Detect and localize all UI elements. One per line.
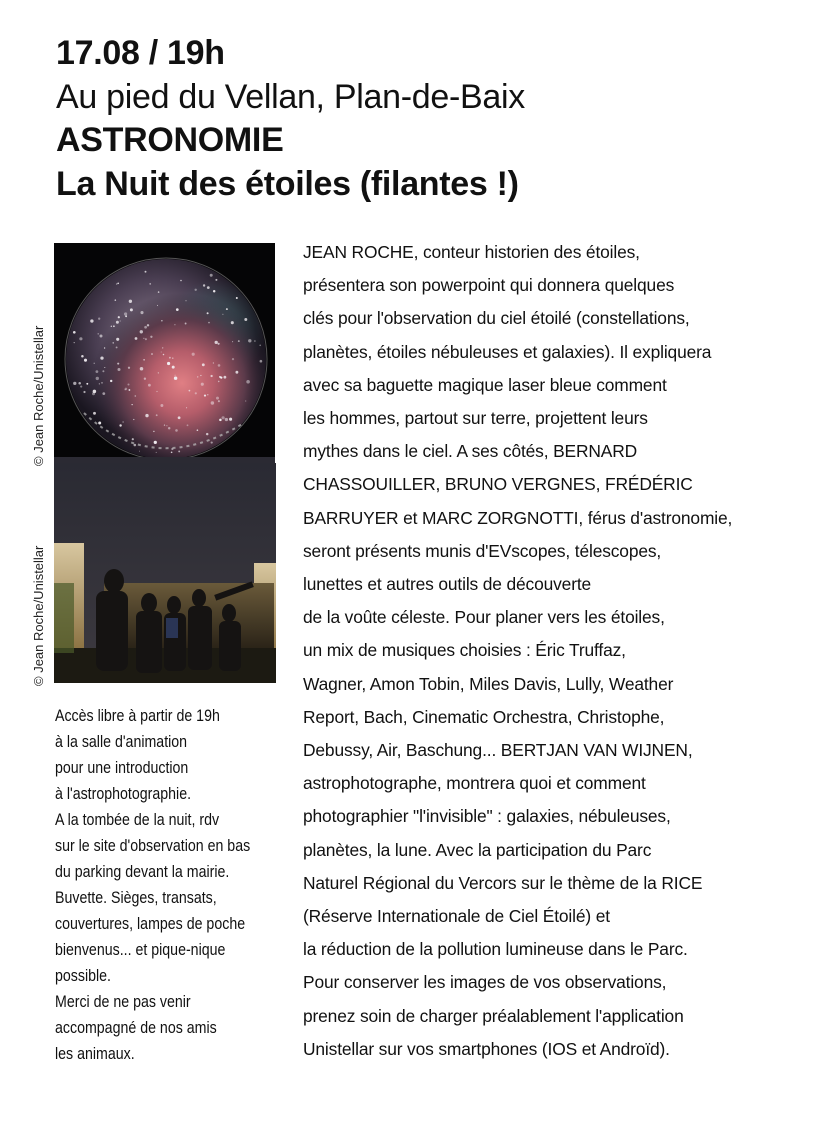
star-dot	[74, 342, 75, 343]
star-dot	[144, 378, 146, 380]
star-dot	[176, 308, 179, 311]
star-dot	[213, 290, 215, 292]
star-dot	[98, 318, 100, 320]
star-dot	[158, 291, 160, 293]
star-dot	[145, 338, 147, 340]
practical-info-line: à la salle d'animation	[55, 733, 188, 751]
star-dot	[135, 337, 138, 340]
star-dot	[133, 419, 134, 420]
star-dot	[229, 418, 232, 421]
observers-image	[54, 463, 276, 683]
star-dot	[113, 342, 114, 343]
star-dot	[156, 391, 157, 392]
star-dot	[117, 368, 120, 371]
description-line: Debussy, Air, Baschung... BERTJAN VAN WIJNEN,	[303, 740, 693, 761]
star-dot	[117, 283, 119, 285]
practical-info-line: à l'astrophotographie.	[55, 785, 192, 803]
star-dot	[162, 347, 163, 348]
star-dot	[79, 337, 82, 340]
star-dot	[200, 375, 201, 376]
star-dot	[132, 438, 134, 440]
event-location: Au pied du Vellan, Plan-de-Baix	[56, 77, 525, 116]
nebula-image	[54, 243, 275, 463]
star-dot	[232, 341, 233, 342]
practical-info-line: accompagné de nos amis	[55, 1019, 217, 1037]
star-dot	[125, 315, 127, 317]
star-dot	[130, 308, 133, 311]
star-dot	[118, 316, 120, 318]
star-dot	[125, 388, 128, 391]
star-dot	[185, 300, 186, 301]
star-dot	[140, 367, 144, 371]
star-dot	[207, 312, 209, 314]
star-dot	[211, 401, 214, 404]
star-dot	[102, 392, 105, 395]
description-line: seront présents munis d'EVscopes, télescopes,	[303, 540, 662, 561]
star-dot	[145, 271, 147, 273]
description-line: Unistellar sur vos smartphones (IOS et Androïd).	[303, 1038, 670, 1059]
description-line: les hommes, partout sur terre, projettent leurs	[303, 408, 648, 429]
description-line: de la voûte céleste. Pour planer vers les étoiles,	[303, 607, 665, 628]
star-dot	[158, 372, 159, 373]
description-line: CHASSOUILLER, BRUNO VERGNES, FRÉDÉRIC	[303, 474, 693, 495]
star-dot	[197, 429, 199, 431]
star-dot	[189, 390, 191, 392]
description-line: Wagner, Amon Tobin, Miles Davis, Lully, Weather	[303, 673, 674, 694]
description-line: présentera son powerpoint qui donnera quelques	[303, 275, 675, 296]
star-dot	[197, 376, 198, 377]
description-line: un mix de musiques choisies : Éric Truffaz,	[303, 640, 626, 661]
star-dot	[149, 283, 151, 285]
star-dot	[185, 323, 187, 325]
description-line: JEAN ROCHE, conteur historien des étoiles,	[303, 242, 640, 262]
star-dot	[207, 286, 210, 289]
star-dot	[140, 330, 143, 333]
star-dot	[260, 360, 263, 363]
star-dot	[215, 341, 218, 344]
practical-info-line: du parking devant la mairie.	[55, 863, 230, 881]
star-dot	[148, 384, 151, 387]
star-dot	[225, 418, 228, 421]
photo-credit-1: © Jean Roche/Unistellar	[31, 325, 46, 466]
star-dot	[178, 416, 181, 419]
description-line: Pour conserver les images de vos observations,	[303, 972, 667, 993]
star-dot	[84, 359, 87, 362]
star-dot	[172, 366, 175, 369]
star-dot	[81, 355, 84, 358]
star-dot	[127, 383, 129, 385]
star-dot	[204, 395, 206, 397]
star-dot	[171, 451, 173, 453]
star-dot	[151, 353, 153, 355]
star-dot	[207, 394, 208, 395]
star-dot	[134, 395, 136, 397]
star-dot	[96, 377, 99, 380]
description-line: Naturel Régional du Vercors sur le thème de la RICE	[303, 872, 703, 893]
star-dot	[78, 382, 81, 385]
star-dot	[99, 383, 100, 384]
star-dot	[216, 397, 219, 400]
star-dot	[218, 381, 220, 383]
star-dot	[128, 389, 130, 391]
star-dot	[90, 319, 93, 322]
star-dot	[222, 314, 223, 315]
star-dot	[120, 320, 121, 321]
star-dot	[221, 416, 224, 419]
event-title: La Nuit des étoiles (filantes !)	[56, 164, 519, 203]
star-dot	[235, 371, 238, 374]
star-dot	[224, 376, 227, 379]
star-dot	[187, 424, 189, 426]
star-dot	[140, 311, 143, 314]
star-dot	[174, 324, 175, 325]
nebula-photo	[54, 243, 275, 463]
star-dot	[166, 425, 167, 426]
star-dot	[116, 321, 119, 324]
night-observers-photo	[54, 463, 276, 683]
star-dot	[161, 351, 162, 352]
star-dot	[226, 308, 228, 310]
star-dot	[218, 343, 220, 345]
star-dot	[157, 305, 158, 306]
practical-info-line: couvertures, lampes de poche	[55, 915, 246, 933]
star-dot	[195, 289, 197, 291]
star-dot	[245, 400, 246, 401]
star-dot	[219, 376, 221, 378]
star-dot	[92, 392, 95, 395]
practical-info-line: sur le site d'observation en bas	[55, 837, 251, 855]
star-dot	[113, 325, 115, 327]
event-category: ASTRONOMIE	[56, 121, 284, 159]
description-line: astrophotographe, montrera quoi et comment	[303, 773, 646, 794]
star-dot	[163, 354, 165, 356]
star-dot	[111, 326, 112, 327]
practical-info-line: Buvette. Sièges, transats,	[55, 889, 217, 907]
star-dot	[219, 419, 222, 422]
star-dot	[116, 346, 118, 348]
practical-info-line: bienvenus... et pique-nique	[55, 941, 226, 959]
star-dot	[128, 367, 130, 369]
star-dot	[73, 382, 76, 385]
practical-info-line: les animaux.	[55, 1045, 135, 1063]
star-dot	[210, 274, 213, 277]
star-dot	[167, 362, 170, 365]
star-dot	[208, 322, 210, 324]
star-dot	[174, 376, 177, 379]
description-line: Report, Bach, Cinematic Orchestra, Christophe,	[303, 706, 665, 727]
practical-info-line: pour une introduction	[55, 759, 189, 777]
description-line: lunettes et autres outils de découverte	[303, 574, 592, 595]
star-dot	[98, 333, 99, 334]
star-dot	[96, 370, 99, 373]
star-dot	[104, 347, 105, 348]
description-line: planètes, étoiles nébuleuses et galaxies). Il expliquera	[303, 341, 712, 362]
star-dot	[154, 441, 157, 444]
description-line: mythes dans le ciel. A ses côtés, BERNARD	[303, 441, 638, 462]
star-dot	[186, 407, 187, 408]
star-dot	[94, 363, 95, 364]
star-dot	[83, 391, 85, 393]
practical-info	[55, 703, 290, 1067]
star-dot	[122, 421, 123, 422]
event-heading	[56, 32, 756, 206]
practical-info-line: Accès libre à partir de 19h	[55, 707, 220, 725]
description-line: planètes, la lune. Avec la participation du Parc	[303, 839, 652, 860]
star-dot	[102, 370, 104, 372]
star-dot	[213, 362, 214, 363]
star-dot	[172, 357, 173, 358]
star-dot	[246, 380, 250, 384]
star-dot	[169, 357, 171, 359]
star-dot	[117, 363, 119, 365]
event-date-time: 17.08 / 19h	[56, 34, 225, 72]
star-dot	[161, 320, 162, 321]
event-description	[303, 236, 803, 1066]
practical-info-line: possible.	[55, 967, 112, 985]
star-dot	[147, 324, 149, 326]
star-dot	[124, 312, 127, 315]
star-dot	[254, 340, 256, 342]
star-dot	[116, 338, 119, 341]
star-dot	[210, 375, 212, 377]
star-dot	[100, 335, 103, 338]
star-dot	[86, 383, 88, 385]
star-dot	[143, 338, 144, 339]
star-dot	[150, 336, 152, 338]
star-dot	[156, 452, 157, 453]
star-dot	[104, 367, 105, 368]
description-line: (Réserve Internationale de Ciel Étoilé) et	[303, 906, 610, 927]
practical-info-line: A la tombée de la nuit, rdv	[55, 811, 220, 829]
star-dot	[174, 375, 175, 376]
star-dot	[180, 280, 182, 282]
description-line: photographier "l'invisible" : galaxies, nébuleuses,	[303, 806, 671, 827]
star-dot	[218, 364, 221, 367]
star-dot	[145, 414, 148, 417]
star-dot	[129, 300, 132, 303]
star-dot	[110, 380, 112, 382]
star-dot	[215, 279, 217, 281]
star-dot	[160, 404, 163, 407]
star-dot	[201, 383, 204, 386]
star-dot	[143, 359, 145, 361]
star-dot	[153, 431, 154, 432]
star-dot	[192, 353, 195, 356]
star-dot	[80, 386, 82, 388]
star-dot	[168, 427, 170, 429]
star-dot	[164, 424, 165, 425]
star-dot	[211, 442, 213, 444]
star-dot	[206, 433, 208, 435]
star-dot	[139, 451, 140, 452]
practical-info-line: Merci de ne pas venir	[55, 993, 191, 1011]
star-dot	[115, 299, 117, 301]
description-line: clés pour l'observation du ciel étoilé (constellations,	[303, 308, 690, 329]
star-dot	[98, 422, 101, 425]
star-dot	[231, 321, 234, 324]
star-dot	[203, 284, 205, 286]
star-dot	[175, 429, 178, 432]
star-dot	[100, 356, 103, 359]
description-line: prenez soin de charger préalablement l'application	[303, 1005, 684, 1026]
description-line: avec sa baguette magique laser bleue comment	[303, 374, 667, 395]
star-dot	[132, 404, 133, 405]
star-dot	[178, 450, 180, 452]
photo-credit-2: © Jean Roche/Unistellar	[31, 545, 46, 686]
star-dot	[238, 340, 240, 342]
star-dot	[232, 358, 234, 360]
star-dot	[218, 400, 220, 402]
star-dot	[236, 297, 238, 299]
star-dot	[202, 363, 205, 366]
star-dot	[73, 331, 76, 334]
star-dot	[93, 412, 96, 415]
star-dot	[195, 392, 197, 394]
star-dot	[259, 344, 261, 346]
star-dot	[156, 414, 158, 416]
description-line: BARRUYER et MARC ZORGNOTTI, férus d'astronomie,	[303, 507, 733, 528]
star-dot	[144, 326, 147, 329]
star-dot	[116, 283, 118, 285]
star-dot	[101, 382, 102, 383]
description-line: la réduction de la pollution lumineuse dans le Parc.	[303, 939, 688, 960]
star-dot	[119, 424, 121, 426]
star-dot	[248, 339, 251, 342]
star-dot	[244, 318, 247, 321]
